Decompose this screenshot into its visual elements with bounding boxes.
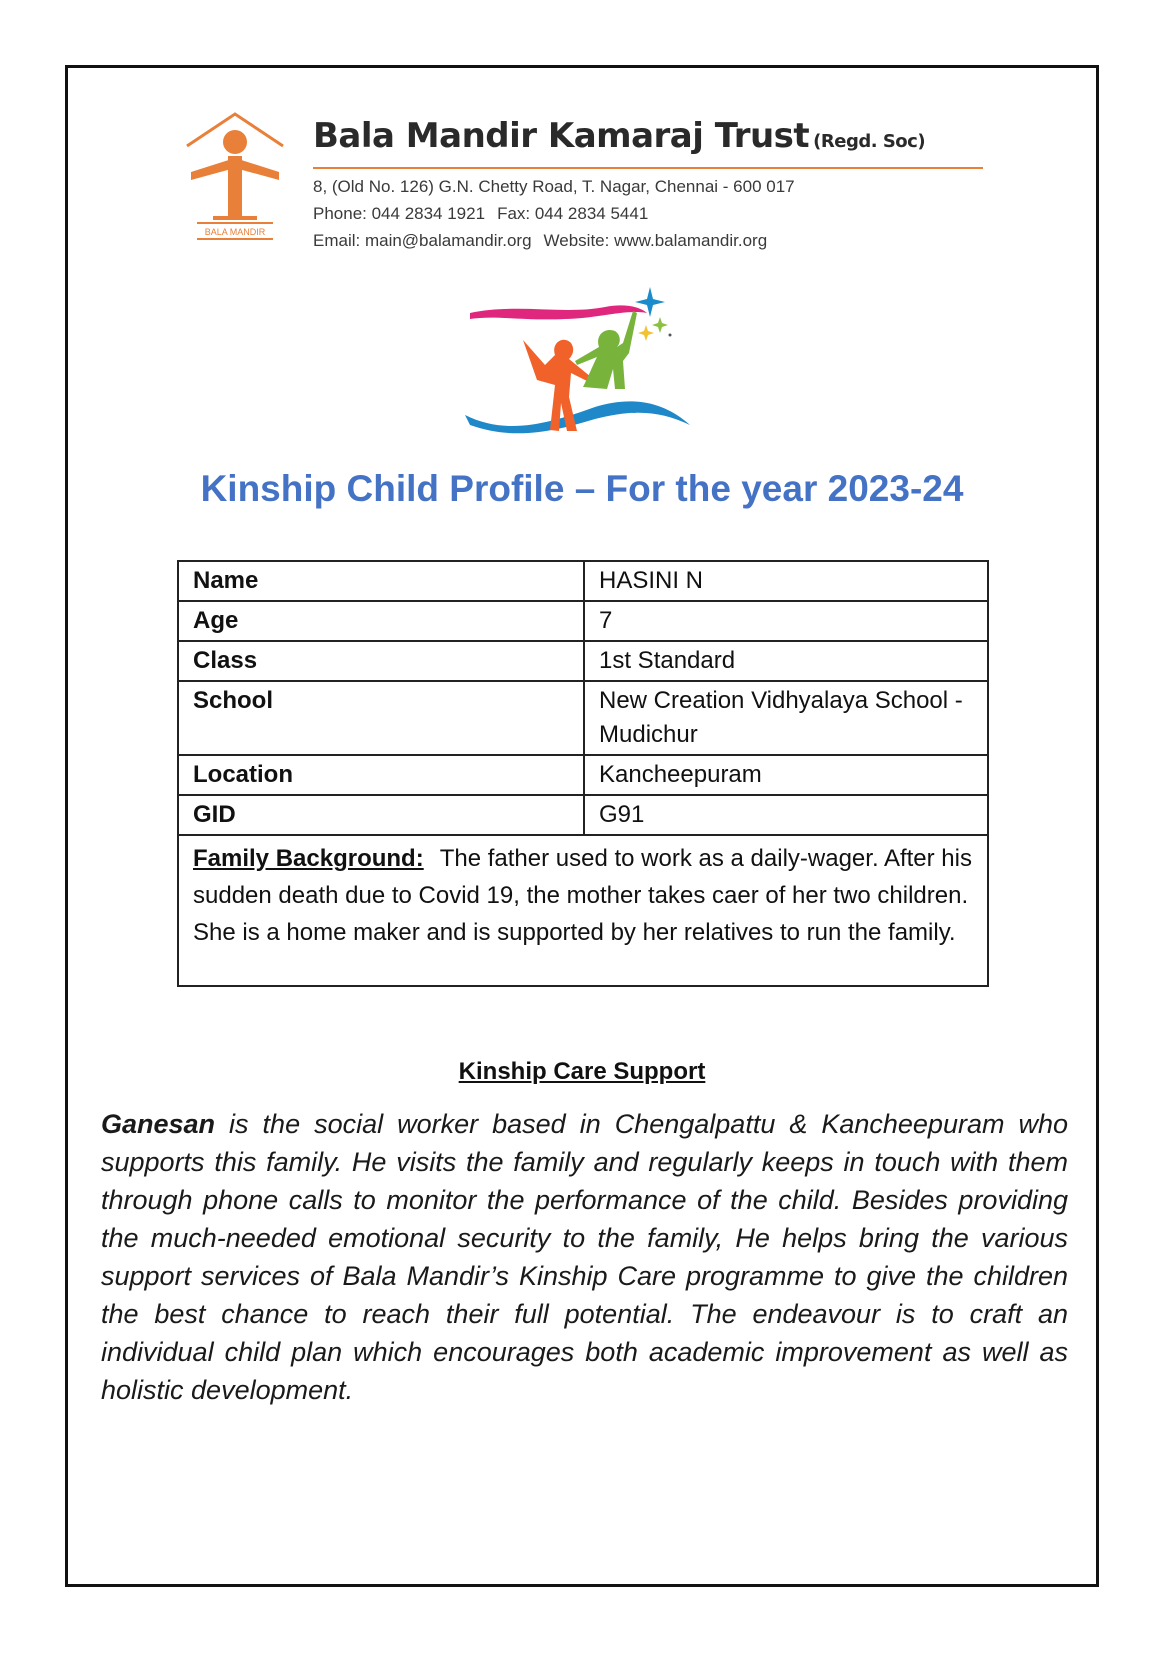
letterhead-rule: [313, 167, 983, 169]
org-website[interactable]: Website: www.balamandir.org: [543, 231, 768, 250]
table-row: [178, 795, 988, 835]
org-fax: Fax: 044 2834 5441: [497, 204, 649, 223]
age-label: Age: [178, 601, 584, 641]
gid-label: GID: [178, 795, 584, 835]
org-name: Bala Mandir Kamaraj Trust (Regd. Soc): [313, 116, 926, 156]
location-label: Location: [178, 755, 584, 795]
table-row: [178, 681, 988, 755]
org-registration: (Regd. Soc): [813, 131, 926, 152]
age-value: 7: [584, 601, 988, 641]
table-row: [178, 835, 988, 986]
bala-mandir-logo-icon: [183, 112, 287, 247]
class-value: 1st Standard: [584, 641, 988, 681]
kinship-care-support-heading: Kinship Care Support: [458, 1058, 706, 1085]
class-label: Class: [178, 641, 584, 681]
name-label: Name: [178, 561, 584, 601]
org-address: 8, (Old No. 126) G.N. Chetty Road, T. Nagar, Chennai - 600 017: [313, 177, 795, 196]
page-title: Kinship Child Profile – For the year 2023-24: [200, 468, 964, 509]
location-value: Kancheepuram: [584, 755, 988, 795]
kinship-children-logo-icon: [465, 285, 700, 455]
gid-value: G91: [584, 795, 988, 835]
table-row: [178, 561, 988, 601]
svg-text:BALA MANDIR: BALA MANDIR: [204, 227, 266, 237]
table-row: [178, 641, 988, 681]
kinship-care-support-text: [101, 1105, 1068, 1409]
table-row: [178, 755, 988, 795]
org-contact: [313, 231, 767, 251]
family-background-label: Family Background:: [193, 845, 424, 872]
support-description: is the social worker based in Chengalpattu & Kancheepuram who supports this family. He visits the family and regularly keeps in touch with them through phone calls to monitor the performance of the child. Besides providing the much-needed emotional security to the family, He helps bring the various support services of Bala Mandir’s Kinship Care programme to give the children the best chance to reach their full potential. The endeavour is to craft an individual child plan which encourages both academic improvement as well as holistic development.: [101, 1109, 1068, 1405]
org-email[interactable]: Email: main@balamandir.org: [313, 231, 532, 250]
name-value: HASINI N: [584, 561, 988, 601]
family-background-cell: [178, 835, 988, 986]
org-phone-fax: [313, 204, 648, 224]
table-row: [178, 601, 988, 641]
school-value: New Creation Vidhyalaya School - Mudichur: [584, 681, 988, 755]
family-background-text: The father used to work as a daily-wager. After his sudden death due to Covid 19, the mother takes caer of her two children. She is a home maker and is supported by her relatives to run the family.: [193, 845, 972, 946]
org-phone: Phone: 044 2834 1921: [313, 204, 486, 223]
social-worker-name: Ganesan: [101, 1109, 216, 1139]
letterhead: [183, 112, 983, 262]
child-profile-table: [177, 560, 989, 987]
school-label: School: [178, 681, 584, 755]
